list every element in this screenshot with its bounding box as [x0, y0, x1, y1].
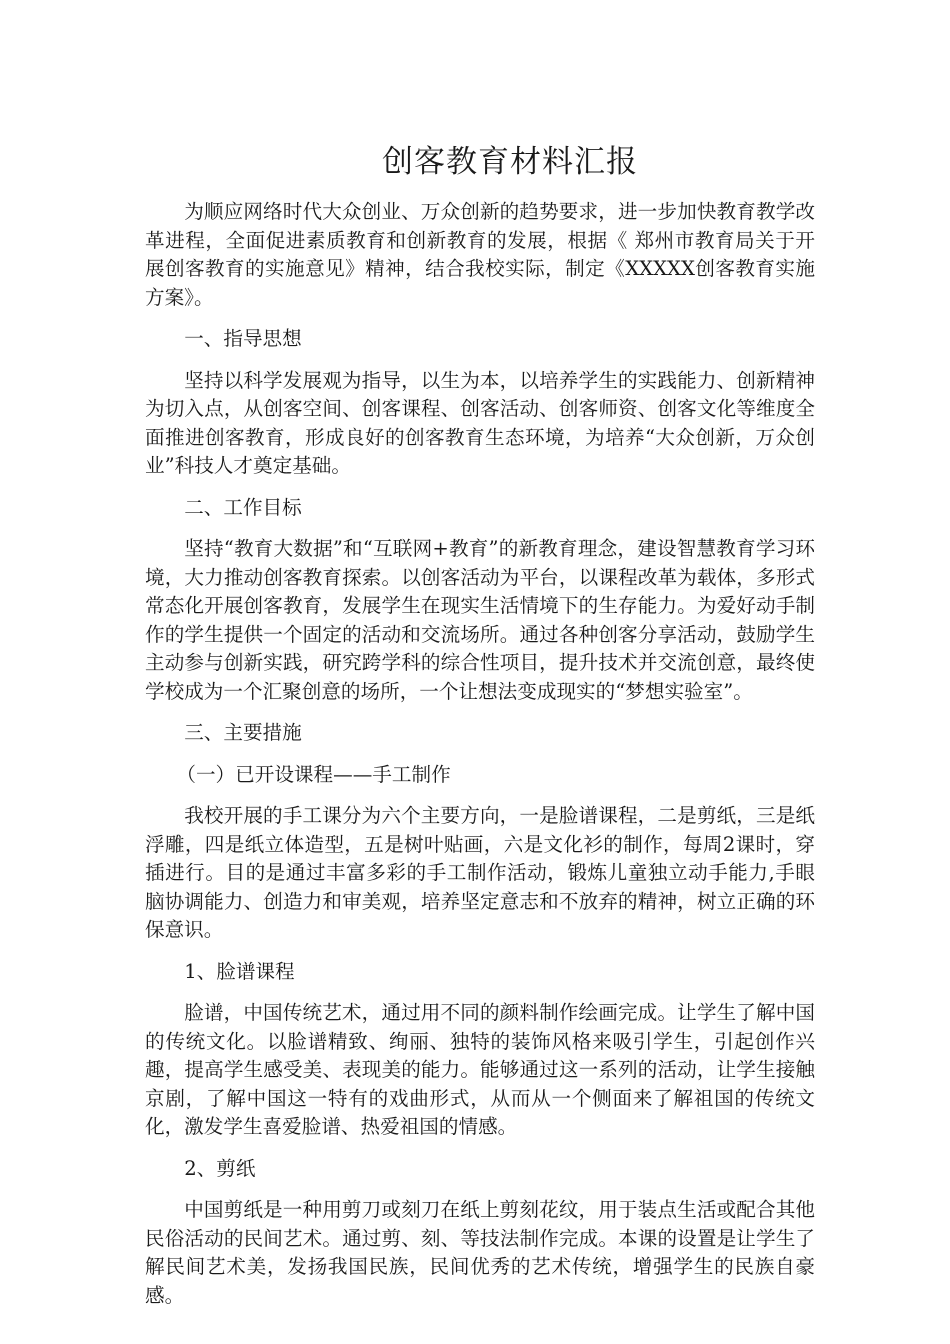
paper-cutting-paragraph: 中国剪纸是一种用剪刀或刻刀在纸上剪刻花纹，用于装点生活或配合其他民俗活动的民间艺术。通过剪、刻、等技法制作完成。本课的设置是让学生了解民间艺术美，发扬我国民族，民间优秀的艺术传统，增强学生的民族自豪感。	[145, 1198, 815, 1307]
intro-paragraph: 为顺应网络时代大众创业、万众创新的趋势要求，进一步加快教育教学改革进程，全面促进素质教育和创新教育的发展，根据《 郑州市教育局关于开展创客教育的实施意见》精神，结合我校实际，制定《XXXXX创客教育实施方案》。	[145, 200, 815, 309]
document-title: 创客教育材料汇报	[382, 144, 638, 180]
work-goals-paragraph: 坚持“教育大数据”和“互联网+教育”的新教育理念，建设智慧教育学习环境，大力推动创客教育探索。以创客活动为平台，以课程改革为载体，多形式常态化开展创客教育，发展学生在现实生活情境下的生存能力。为爱好动手制作的学生提供一个固定的活动和交流场所。通过各种创客分享活动，鼓励学生主动参与创新实践，研究跨学科的综合性项目，提升技术并交流创意，最终使学校成为一个汇聚创意的场所，一个让想法变成现实的“梦想实验室”。	[145, 537, 815, 703]
subsection-heading-handcraft: （一）已开设课程——手工制作	[176, 762, 451, 786]
document-body	[145, 198, 815, 1310]
item-heading-paper-cutting: 2、剪纸	[184, 1156, 256, 1180]
guiding-ideology-paragraph: 坚持以科学发展观为指导，以生为本，以培养学生的实践能力、创新精神为切入点，从创客空间、创客课程、创客活动、创客师资、创客文化等维度全面推进创客教育，形成良好的创客教育生态环境，为培养“大众创新，万众创业”科技人才奠定基础。	[145, 368, 815, 477]
facial-mask-paragraph: 脸谱，中国传统艺术，通过用不同的颜料制作绘画完成。让学生了解中国的传统文化。以脸谱精致、绚丽、独特的装饰风格来吸引学生，引起创作兴趣，提高学生感受美、表现美的能力。能够通过这一系列的活动，让学生接触京剧，了解中国这一特有的戏曲形式，从而从一个侧面来了解祖国的传统文化，激发学生喜爱脸谱、热爱祖国的情感。	[145, 1001, 815, 1138]
section-heading-main-measures: 三、主要措施	[184, 721, 302, 744]
section-heading-guiding-ideology: 一、指导思想	[184, 327, 302, 350]
section-heading-work-goals: 二、工作目标	[184, 495, 302, 519]
item-heading-facial-mask: 1、脸谱课程	[184, 959, 295, 983]
handcraft-paragraph: 我校开展的手工课分为六个主要方向，一是脸谱课程，二是剪纸，三是纸浮雕，四是纸立体造型，五是树叶贴画，六是文化衫的制作，每周2课时，穿插进行。目的是通过丰富多彩的手工制作活动，锻炼儿童独立动手能力,手眼脑协调能力、创造力和审美观，培养坚定意志和不放弃的精神，树立正确的环保意识。	[145, 804, 815, 941]
